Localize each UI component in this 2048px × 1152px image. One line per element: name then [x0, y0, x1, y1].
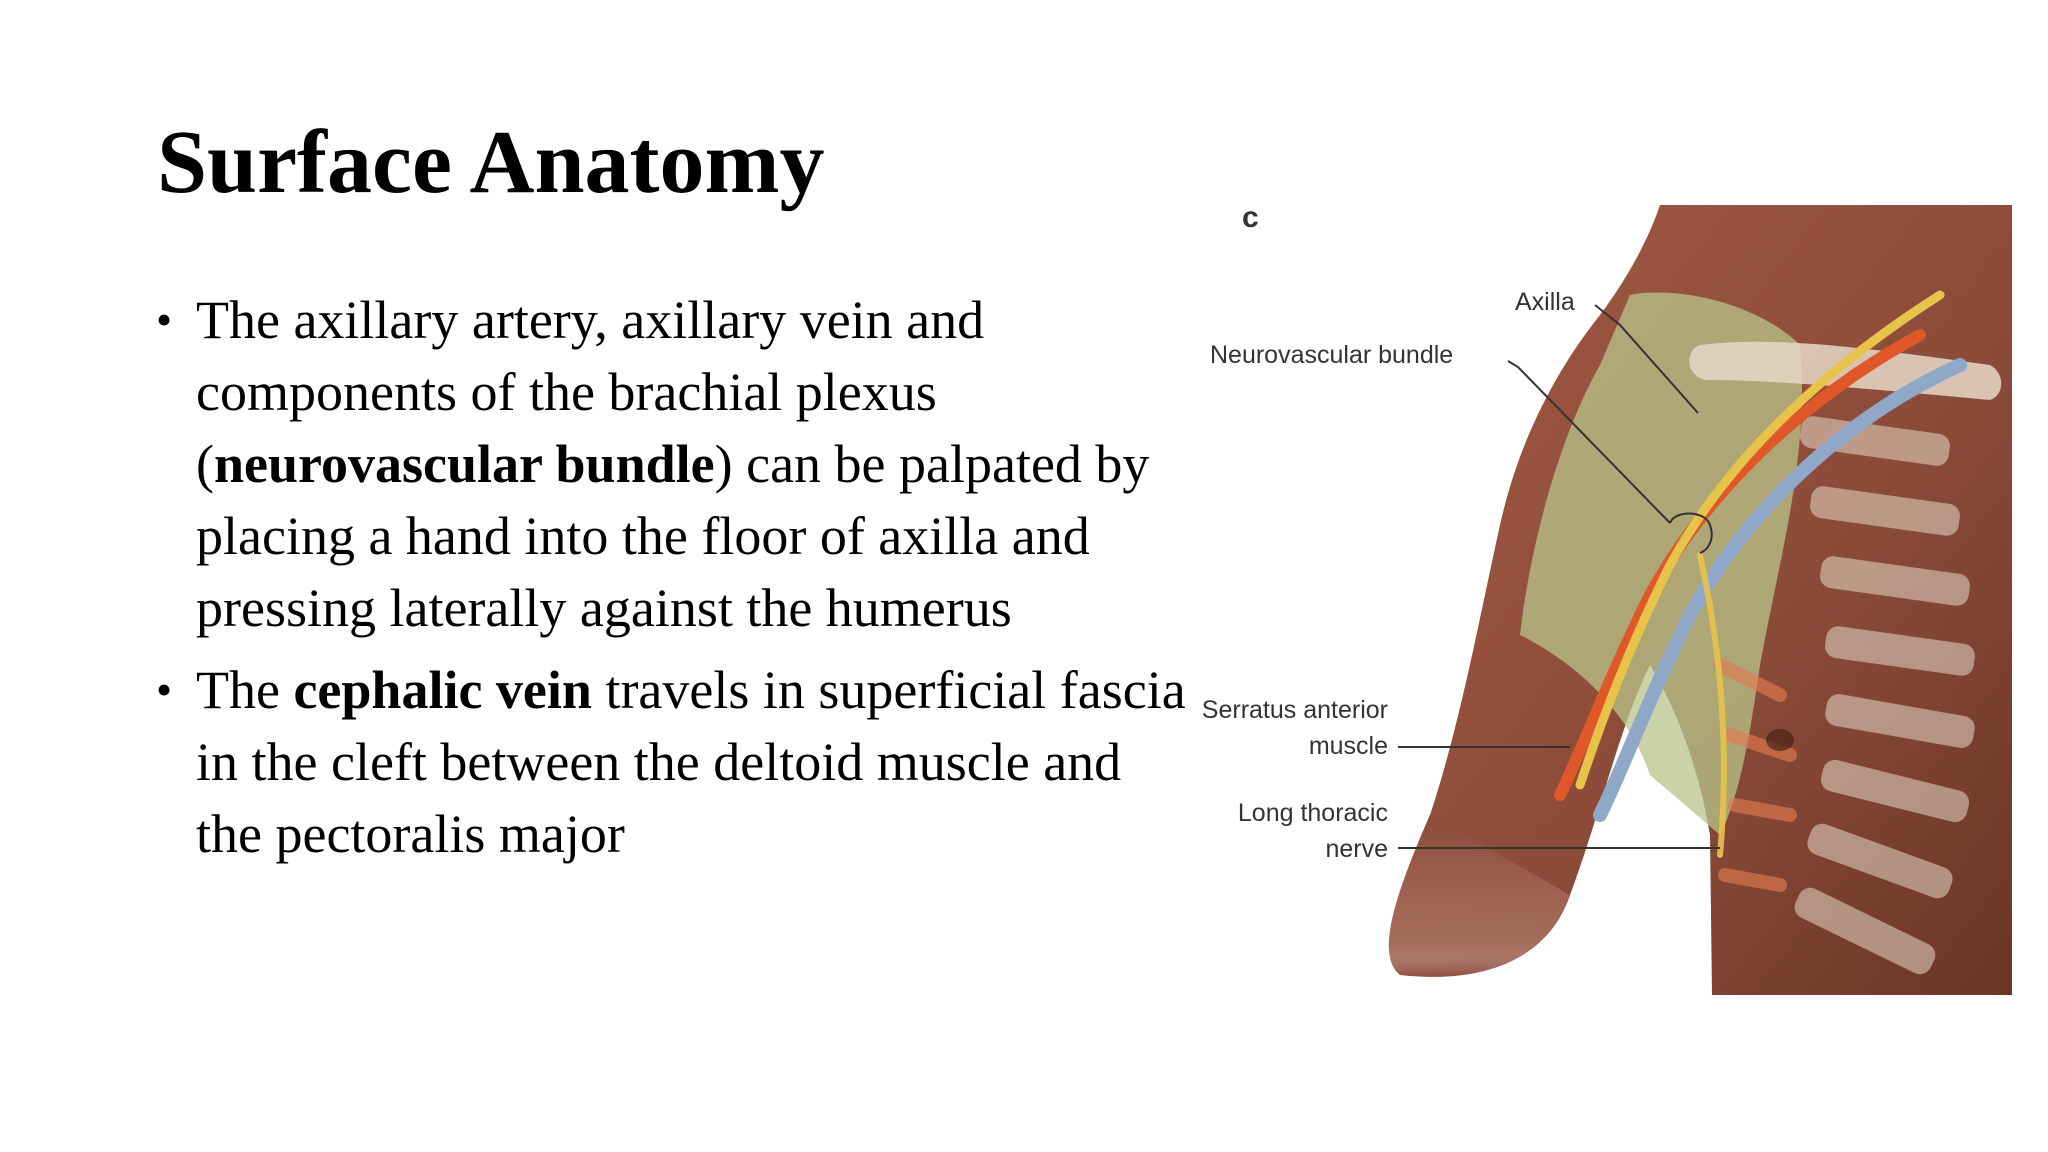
panel-letter: c [1242, 201, 1259, 234]
bullet-item [150, 654, 1190, 870]
bullet-bold-term: cephalic vein [293, 660, 592, 720]
label-long-thoracic: Long thoracic [1237, 799, 1388, 827]
bullet-marker: • [156, 664, 173, 715]
label-neurovascular-bundle: Neurovascular bundle [1210, 341, 1454, 369]
bullet-text: The [196, 660, 294, 720]
bullet-text: travels in superficial fascia in the cleft between the deltoid muscle and the pectoralis major [196, 660, 1186, 864]
bullet-text: ) can be palpated by placing a hand into the floor of axilla and pressing laterally against the humerus [196, 434, 1150, 638]
nipple-mark [1766, 729, 1794, 751]
label-serratus-muscle: muscle [1308, 732, 1388, 760]
bullet-item [150, 284, 1190, 644]
shoulder-illustration [1160, 195, 2016, 1005]
bullet-bold-term: neurovascular bundle [213, 434, 715, 494]
slide-title: Surface Anatomy [157, 113, 825, 212]
label-serratus-anterior: Serratus anterior [1201, 696, 1388, 724]
bullet-marker: • [156, 294, 173, 345]
label-long-thoracic-nerve: nerve [1325, 835, 1388, 863]
bullet-text: The axillary artery, axillary vein and components of the brachial plexus ( [196, 290, 985, 494]
anatomy-figure [1160, 195, 2016, 1005]
label-axilla: Axilla [1515, 288, 1575, 316]
bullet-list [150, 284, 1190, 880]
